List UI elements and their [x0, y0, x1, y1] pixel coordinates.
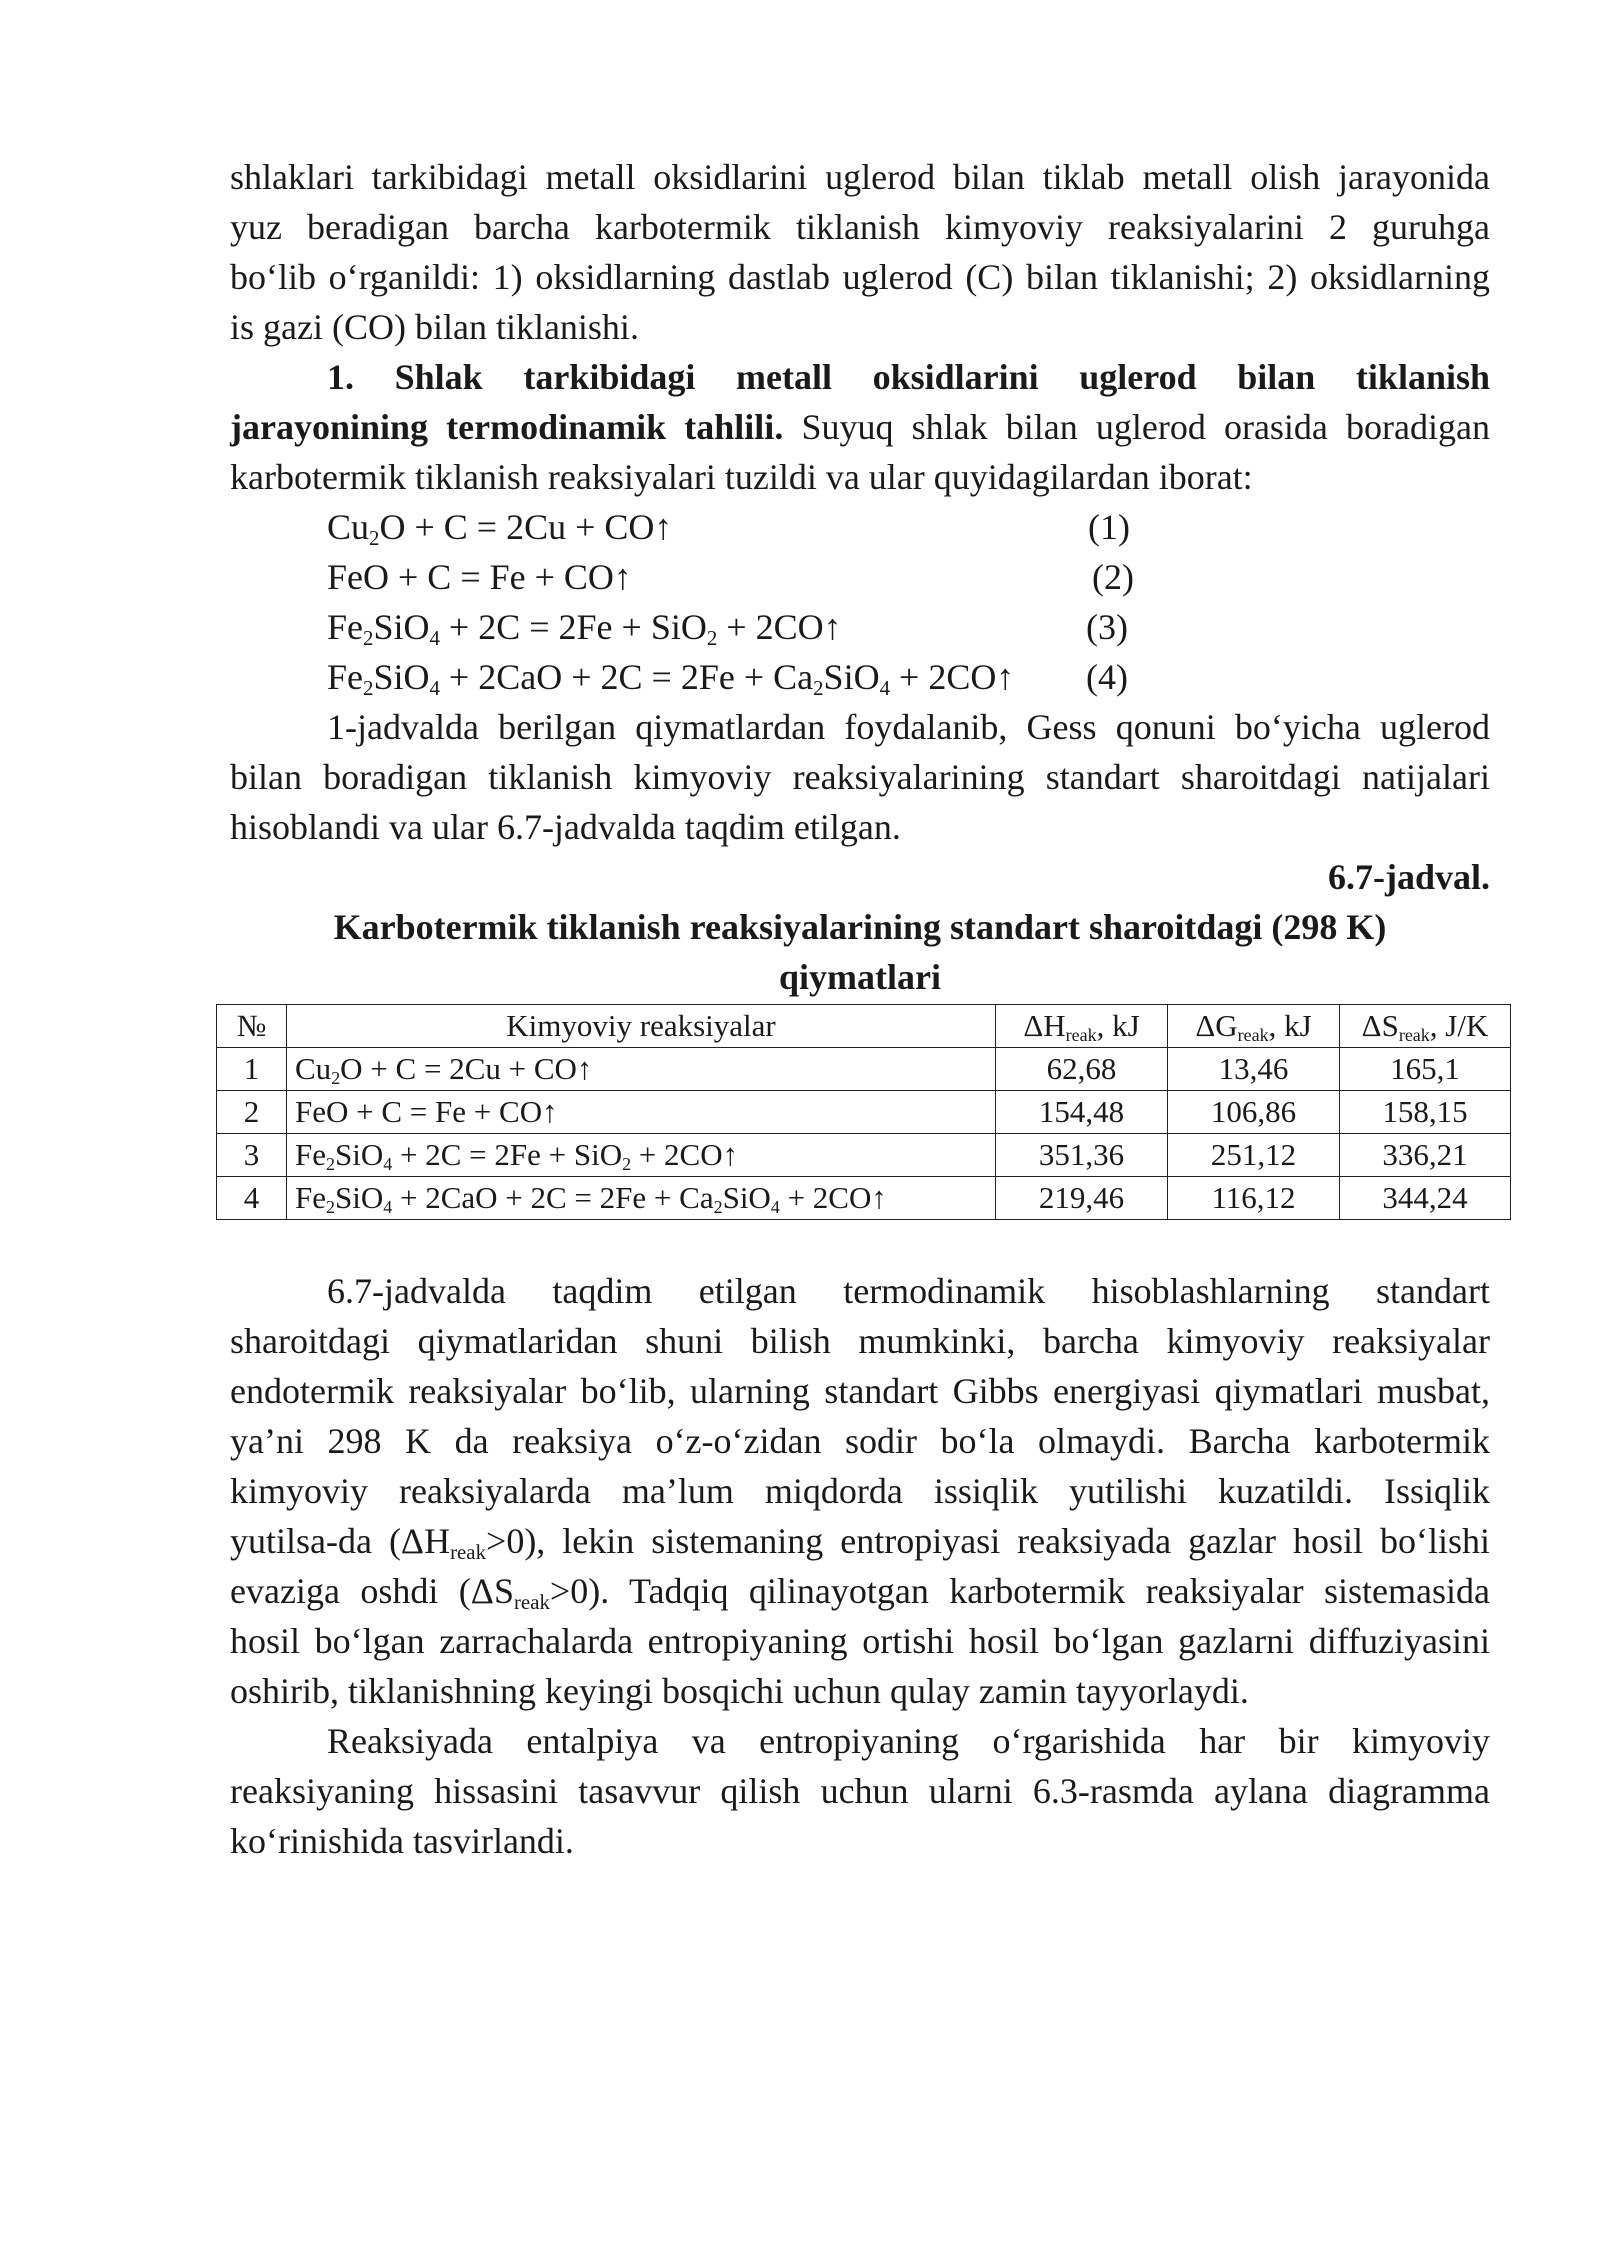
row-entropy: 336,21 — [1340, 1134, 1511, 1177]
equation-3-number: (3) — [1086, 607, 1128, 647]
paragraph-3-line-5: kimyoviy reaksiyalarda ma’lum miqdorda issiqlik yutilishi kuzatildi. Issiqlik — [230, 1471, 1490, 1511]
paragraph-2 — [230, 702, 1490, 852]
row-number: 4 — [217, 1177, 287, 1220]
intro-line-4: is gazi (CO) bilan tiklanishi. — [230, 307, 639, 347]
table-title-line-2: qiymatlari — [779, 957, 941, 997]
section-1-line-3: karbotermik tiklanish reaksiyalari tuzildi va ular quyidagilardan iborat: — [230, 457, 1253, 497]
row-number: 1 — [217, 1048, 287, 1091]
row-enthalpy: 154,48 — [996, 1091, 1168, 1134]
section-1-line-2-text: Suyuq shlak bilan uglerod orasida boradigan — [783, 407, 1490, 447]
header-gibbs: $\Delta G_{reak}$, kJ — [1168, 1005, 1340, 1048]
paragraph-3-line-9: oshirib, tiklanishning keyingi bosqichi uchun qulay zamin tayyorlaydi. — [230, 1671, 1249, 1711]
reaction-table — [216, 1004, 1511, 1220]
paragraph-3-line-3: endotermik reaksiyalar bo‘lib, ularning standart Gibbs energiyasi qiymatlari musbat, — [230, 1371, 1490, 1411]
table-label: 6.7-jadval. — [1328, 857, 1490, 897]
header-reaction: Kimyoviy reaksiyalar — [287, 1005, 996, 1048]
intro-line-2: yuz beradigan barcha karbotermik tiklanish kimyoviy reaksiyalarini 2 guruhga — [230, 207, 1490, 247]
table-row — [217, 1048, 1511, 1091]
row-number: 3 — [217, 1134, 287, 1177]
section-1-paragraph — [230, 352, 1490, 502]
section-1-heading-cont: jarayonining termodinamik tahlili. — [230, 407, 784, 447]
row-gibbs: 251,12 — [1168, 1134, 1340, 1177]
section-1-line-2 — [230, 402, 1490, 452]
paragraph-2-line-2: bilan boradigan tiklanish kimyoviy reaksiyalarining standart sharoitdagi natijalari — [230, 757, 1490, 797]
paragraph-4 — [230, 1716, 1490, 1866]
row-enthalpy: 351,36 — [996, 1134, 1168, 1177]
paragraph-3-line-4: ya’ni 298 K da reaksiya o‘z-o‘zidan sodir bo‘la olmaydi. Barcha karbotermik — [230, 1421, 1490, 1461]
equation-4-number: (4) — [1086, 657, 1128, 697]
equation-1-number: (1) — [1088, 507, 1130, 547]
paragraph-3-line-6: yutilsa-da $(\Delta H_{reak}>0)$, lekin sistemaning entropiyasi reaksiyada gazlar hosil bo‘lishi — [230, 1521, 1490, 1564]
paragraph-4-line-2: reaksiyaning hissasini tasavvur qilish uchun ularni 6.3-rasmda aylana diagramma — [230, 1771, 1490, 1811]
section-1-heading: 1. Shlak tarkibidagi metall oksidlarini uglerod bilan tiklanish — [327, 357, 1490, 397]
paragraph-2-line-3: hisoblandi va ular 6.7-jadvalda taqdim etilgan. — [230, 807, 901, 847]
intro-line-3: bo‘lib o‘rganildi: 1) oksidlarning dastlab uglerod (C) bilan tiklanishi; 2) oksidlarning — [230, 257, 1490, 297]
paragraph-3 — [230, 1266, 1490, 1716]
header-number: № — [217, 1005, 287, 1048]
equation-2: FeO + C = Fe + CO↑ — [327, 557, 632, 597]
row-gibbs: 106,86 — [1168, 1091, 1340, 1134]
row-reaction: FeO + C = Fe + CO↑ — [287, 1091, 996, 1134]
paragraph-4-line-3: ko‘rinishida tasvirlandi. — [230, 1821, 574, 1861]
row-entropy: 165,1 — [1340, 1048, 1511, 1091]
row-enthalpy: 219,46 — [996, 1177, 1168, 1220]
row-entropy: 158,15 — [1340, 1091, 1511, 1134]
intro-paragraph — [230, 152, 1490, 352]
table-row — [217, 1091, 1511, 1134]
equation-4: $Fe_2SiO_4 + 2CaO + 2C = 2Fe + Ca_2SiO_4$ + 2CO↑ — [327, 657, 1015, 700]
table-title-line-1: Karbotermik tiklanish reaksiyalarining standart sharoitdagi (298 K) — [333, 907, 1387, 947]
row-enthalpy: 62,68 — [996, 1048, 1168, 1091]
equation-3: $Fe_2SiO_4 + 2C = 2Fe + SiO_2$ + 2CO↑ — [327, 607, 842, 650]
paragraph-4-line-1: Reaksiyada entalpiya va entropiyaning o‘rgarishida har bir kimyoviy — [327, 1721, 1490, 1761]
table-row — [217, 1177, 1511, 1220]
row-reaction: $Fe_2SiO_4 + 2CaO + 2C = 2Fe + Ca_2SiO_4$ + 2CO↑ — [287, 1177, 996, 1220]
paragraph-3-line-2: sharoitdagi qiymatlaridan shuni bilish mumkinki, barcha kimyoviy reaksiyalar — [230, 1321, 1490, 1361]
table-header-row — [217, 1005, 1511, 1048]
row-entropy: 344,24 — [1340, 1177, 1511, 1220]
table-row — [217, 1134, 1511, 1177]
header-entropy: $\Delta S_{reak}$, J/K — [1340, 1005, 1511, 1048]
row-gibbs: 13,46 — [1168, 1048, 1340, 1091]
intro-line-1: shlaklari tarkibidagi metall oksidlarini uglerod bilan tiklab metall olish jarayonida — [230, 157, 1490, 197]
header-enthalpy: $\Delta H_{reak}$, kJ — [996, 1005, 1168, 1048]
paragraph-3-line-1: 6.7-jadvalda taqdim etilgan termodinamik hisoblashlarning standart — [327, 1271, 1490, 1311]
paragraph-3-line-8: hosil bo‘lgan zarrachalarda entropiyaning ortishi hosil bo‘lgan gazlarni diffuziyasini — [230, 1621, 1490, 1661]
row-gibbs: 116,12 — [1168, 1177, 1340, 1220]
equation-1: $Cu_2O + C = 2Cu$ + CO↑ — [327, 507, 673, 550]
row-reaction: $Cu_2O + C = 2Cu$ + CO↑ — [287, 1048, 996, 1091]
paragraph-3-line-7: evaziga oshdi $(\Delta S_{reak}>0)$. Tadqiq qilinayotgan karbotermik reaksiyalar sistemasida — [230, 1571, 1490, 1614]
row-number: 2 — [217, 1091, 287, 1134]
paragraph-2-line-1: 1-jadvalda berilgan qiymatlardan foydalanib, Gess qonuni bo‘yicha uglerod — [327, 707, 1490, 747]
row-reaction: $Fe_2SiO_4 + 2C = 2Fe + SiO_2$ + 2CO↑ — [287, 1134, 996, 1177]
equation-2-number: (2) — [1092, 557, 1134, 597]
